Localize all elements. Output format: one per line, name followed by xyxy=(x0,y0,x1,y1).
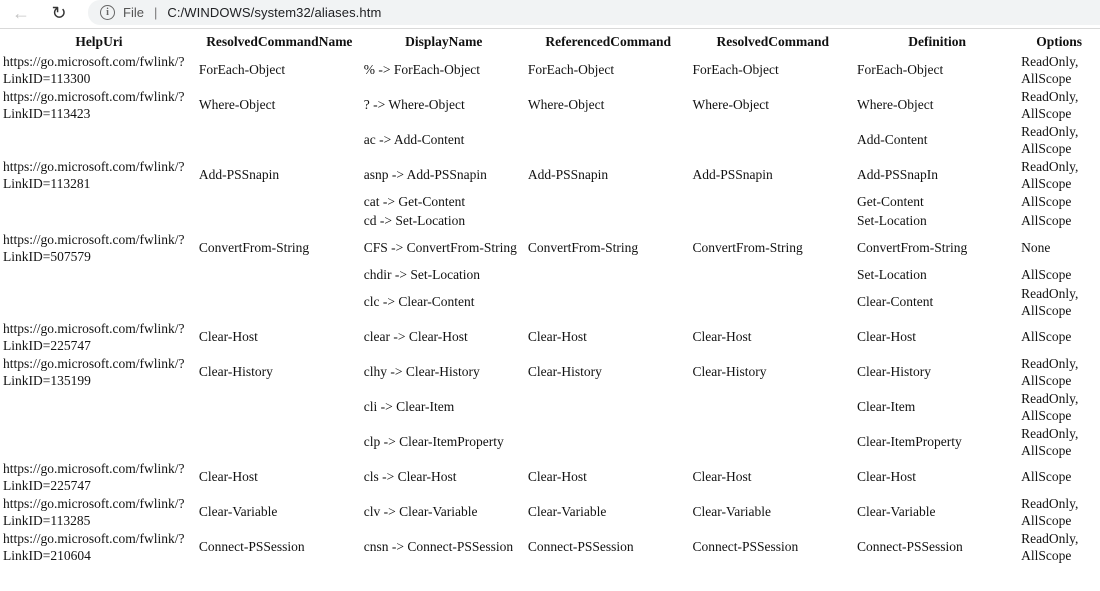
cell-displayname: ac -> Add-Content xyxy=(363,132,465,148)
cell-helpuri: https://go.microsoft.com/fwlink/?LinkID=113281 xyxy=(3,159,185,191)
cell-helpuri: https://go.microsoft.com/fwlink/?LinkID=507579 xyxy=(3,232,185,264)
cell-displayname: clhy -> Clear-History xyxy=(363,364,480,380)
table-row xyxy=(2,531,1098,564)
cell-helpuri xyxy=(2,213,196,230)
table-row xyxy=(2,391,1098,424)
table-row xyxy=(2,194,1098,211)
cell-resolvedcommandname xyxy=(198,194,361,211)
table-row xyxy=(2,213,1098,230)
cell-referencedcommand xyxy=(527,426,690,459)
table-row xyxy=(2,159,1098,192)
cell-options: ReadOnly, AllScope xyxy=(1021,159,1079,191)
cell-resolvedcommandname xyxy=(198,124,361,157)
cell-resolvedcommandname: Where-Object xyxy=(198,97,276,113)
cell-referencedcommand: Clear-Host xyxy=(527,329,587,345)
cell-resolvedcommandname: Connect-PSSession xyxy=(198,539,305,555)
cell-referencedcommand xyxy=(527,286,690,319)
cell-displayname: clp -> Clear-ItemProperty xyxy=(363,434,504,450)
cell-helpuri xyxy=(2,391,196,424)
cell-options: None xyxy=(1021,240,1051,256)
cell-definition: ConvertFrom-String xyxy=(857,240,968,256)
aliases-table xyxy=(0,30,1100,566)
cell-displayname: chdir -> Set-Location xyxy=(363,267,481,283)
cell-resolvedcommandname xyxy=(198,286,361,319)
cell-resolvedcommand: Clear-Host xyxy=(692,469,752,485)
cell-definition: Add-PSSnapIn xyxy=(857,167,939,183)
cell-resolvedcommandname: Clear-Host xyxy=(198,329,258,345)
cell-options: ReadOnly, AllScope xyxy=(1021,124,1079,156)
header-resolvedcommandname: ResolvedCommandName xyxy=(206,34,353,49)
cell-definition: Clear-Host xyxy=(857,329,916,345)
cell-displayname: % -> ForEach-Object xyxy=(363,62,481,78)
cell-options: AllScope xyxy=(1021,213,1072,229)
cell-helpuri: https://go.microsoft.com/fwlink/?LinkID=113285 xyxy=(3,496,185,528)
cell-displayname: clc -> Clear-Content xyxy=(363,294,475,310)
cell-options: ReadOnly, AllScope xyxy=(1021,426,1079,458)
cell-displayname: cnsn -> Connect-PSSession xyxy=(363,539,514,555)
cell-resolvedcommand: Connect-PSSession xyxy=(692,539,799,555)
cell-helpuri: https://go.microsoft.com/fwlink/?LinkID=113423 xyxy=(3,89,185,121)
cell-helpuri xyxy=(2,286,196,319)
cell-resolvedcommandname: Clear-Host xyxy=(198,469,258,485)
cell-referencedcommand xyxy=(527,124,690,157)
page-content xyxy=(0,30,1100,591)
cell-options: ReadOnly, AllScope xyxy=(1021,54,1079,86)
address-bar[interactable] xyxy=(88,0,1100,25)
cell-resolvedcommand xyxy=(692,286,855,319)
table-header-row xyxy=(2,32,1098,52)
cell-resolvedcommand xyxy=(692,194,855,211)
cell-resolvedcommandname xyxy=(198,426,361,459)
table-row xyxy=(2,89,1098,122)
cell-options: AllScope xyxy=(1021,194,1072,210)
header-options: Options xyxy=(1036,34,1082,49)
cell-definition: ForEach-Object xyxy=(857,62,944,78)
cell-resolvedcommandname xyxy=(198,391,361,424)
cell-helpuri: https://go.microsoft.com/fwlink/?LinkID=225747 xyxy=(3,461,185,493)
cell-resolvedcommand: Add-PSSnapin xyxy=(692,167,773,183)
url-scheme: File xyxy=(123,5,144,20)
cell-displayname: clv -> Clear-Variable xyxy=(363,504,478,520)
cell-definition: Add-Content xyxy=(857,132,928,148)
cell-resolvedcommand: Clear-Host xyxy=(692,329,752,345)
header-resolvedcommand: ResolvedCommand xyxy=(716,34,830,49)
table-body xyxy=(2,54,1098,564)
cell-definition: Where-Object xyxy=(857,97,934,113)
cell-options: ReadOnly, AllScope xyxy=(1021,531,1079,563)
cell-resolvedcommand xyxy=(692,426,855,459)
cell-displayname: cd -> Set-Location xyxy=(363,213,466,229)
cell-referencedcommand: Connect-PSSession xyxy=(527,539,634,555)
cell-resolvedcommandname: Add-PSSnapin xyxy=(198,167,280,183)
cell-resolvedcommand: ForEach-Object xyxy=(692,62,779,78)
cell-referencedcommand: Clear-Variable xyxy=(527,504,607,520)
cell-helpuri: https://go.microsoft.com/fwlink/?LinkID=113300 xyxy=(3,54,185,86)
cell-definition: Clear-Item xyxy=(857,399,916,415)
table-row xyxy=(2,356,1098,389)
cell-displayname: clear -> Clear-Host xyxy=(363,329,468,345)
cell-resolvedcommand xyxy=(692,124,855,157)
cell-helpuri: https://go.microsoft.com/fwlink/?LinkID=210604 xyxy=(3,531,185,563)
cell-definition: Set-Location xyxy=(857,267,927,283)
table-row xyxy=(2,426,1098,459)
cell-definition: Clear-Host xyxy=(857,469,916,485)
header-displayname: DisplayName xyxy=(405,34,483,49)
cell-options: ReadOnly, AllScope xyxy=(1021,286,1079,318)
header-definition: Definition xyxy=(908,34,966,49)
cell-options: ReadOnly, AllScope xyxy=(1021,89,1079,121)
cell-options: AllScope xyxy=(1021,267,1072,283)
cell-definition: Clear-History xyxy=(857,364,931,380)
cell-displayname: cls -> Clear-Host xyxy=(363,469,457,485)
cell-resolvedcommand: Clear-History xyxy=(692,364,767,380)
cell-displayname: cat -> Get-Content xyxy=(363,194,466,210)
table-row xyxy=(2,496,1098,529)
cell-helpuri xyxy=(2,124,196,157)
cell-referencedcommand: ConvertFrom-String xyxy=(527,240,639,256)
cell-referencedcommand: Clear-Host xyxy=(527,469,587,485)
cell-definition: Clear-Variable xyxy=(857,504,936,520)
cell-referencedcommand: Add-PSSnapin xyxy=(527,167,609,183)
cell-referencedcommand xyxy=(527,194,690,211)
cell-helpuri xyxy=(2,194,196,211)
cell-options: ReadOnly, AllScope xyxy=(1021,356,1079,388)
cell-options: AllScope xyxy=(1021,329,1072,345)
table-row xyxy=(2,54,1098,87)
cell-definition: Get-Content xyxy=(857,194,924,210)
table-row xyxy=(2,232,1098,265)
table-row xyxy=(2,321,1098,354)
cell-displayname: cli -> Clear-Item xyxy=(363,399,455,415)
table-row xyxy=(2,267,1098,284)
url-text[interactable]: C:/WINDOWS/system32/aliases.htm xyxy=(167,5,382,20)
back-arrow-icon[interactable]: ← xyxy=(12,2,30,23)
cell-options: ReadOnly, AllScope xyxy=(1021,496,1079,528)
url-separator: | xyxy=(153,5,158,20)
cell-resolvedcommand xyxy=(692,213,855,230)
cell-definition: Set-Location xyxy=(857,213,927,229)
cell-definition: Clear-Content xyxy=(857,294,934,310)
cell-referencedcommand xyxy=(527,391,690,424)
cell-options: AllScope xyxy=(1021,469,1072,485)
cell-displayname: ? -> Where-Object xyxy=(363,97,465,113)
cell-resolvedcommand xyxy=(692,391,855,424)
cell-definition: Connect-PSSession xyxy=(857,539,963,555)
cell-referencedcommand: ForEach-Object xyxy=(527,62,615,78)
cell-resolvedcommandname: ForEach-Object xyxy=(198,62,286,78)
reload-icon[interactable]: ↻ xyxy=(51,2,67,23)
cell-referencedcommand xyxy=(527,267,690,284)
cell-referencedcommand: Clear-History xyxy=(527,364,602,380)
header-helpuri: HelpUri xyxy=(75,34,123,49)
cell-options: ReadOnly, AllScope xyxy=(1021,391,1079,423)
cell-definition: Clear-ItemProperty xyxy=(857,434,962,450)
info-icon[interactable]: i xyxy=(100,5,115,20)
cell-resolvedcommandname xyxy=(198,213,361,230)
table-row xyxy=(2,286,1098,319)
cell-resolvedcommand xyxy=(692,267,855,284)
cell-resolvedcommandname: ConvertFrom-String xyxy=(198,240,310,256)
cell-helpuri xyxy=(2,267,196,284)
browser-toolbar xyxy=(0,0,1100,29)
cell-displayname: CFS -> ConvertFrom-String xyxy=(363,240,517,256)
cell-helpuri xyxy=(2,426,196,459)
cell-displayname: asnp -> Add-PSSnapin xyxy=(363,167,487,183)
cell-resolvedcommand: Where-Object xyxy=(692,97,769,113)
cell-referencedcommand: Where-Object xyxy=(527,97,605,113)
cell-helpuri: https://go.microsoft.com/fwlink/?LinkID=135199 xyxy=(3,356,185,388)
table-row xyxy=(2,461,1098,494)
table-row xyxy=(2,124,1098,157)
cell-helpuri: https://go.microsoft.com/fwlink/?LinkID=225747 xyxy=(3,321,185,353)
cell-resolvedcommand: ConvertFrom-String xyxy=(692,240,803,256)
cell-resolvedcommandname: Clear-History xyxy=(198,364,273,380)
header-referencedcommand: ReferencedCommand xyxy=(545,34,672,49)
cell-resolvedcommandname: Clear-Variable xyxy=(198,504,278,520)
cell-resolvedcommandname xyxy=(198,267,361,284)
cell-referencedcommand xyxy=(527,213,690,230)
cell-resolvedcommand: Clear-Variable xyxy=(692,504,771,520)
